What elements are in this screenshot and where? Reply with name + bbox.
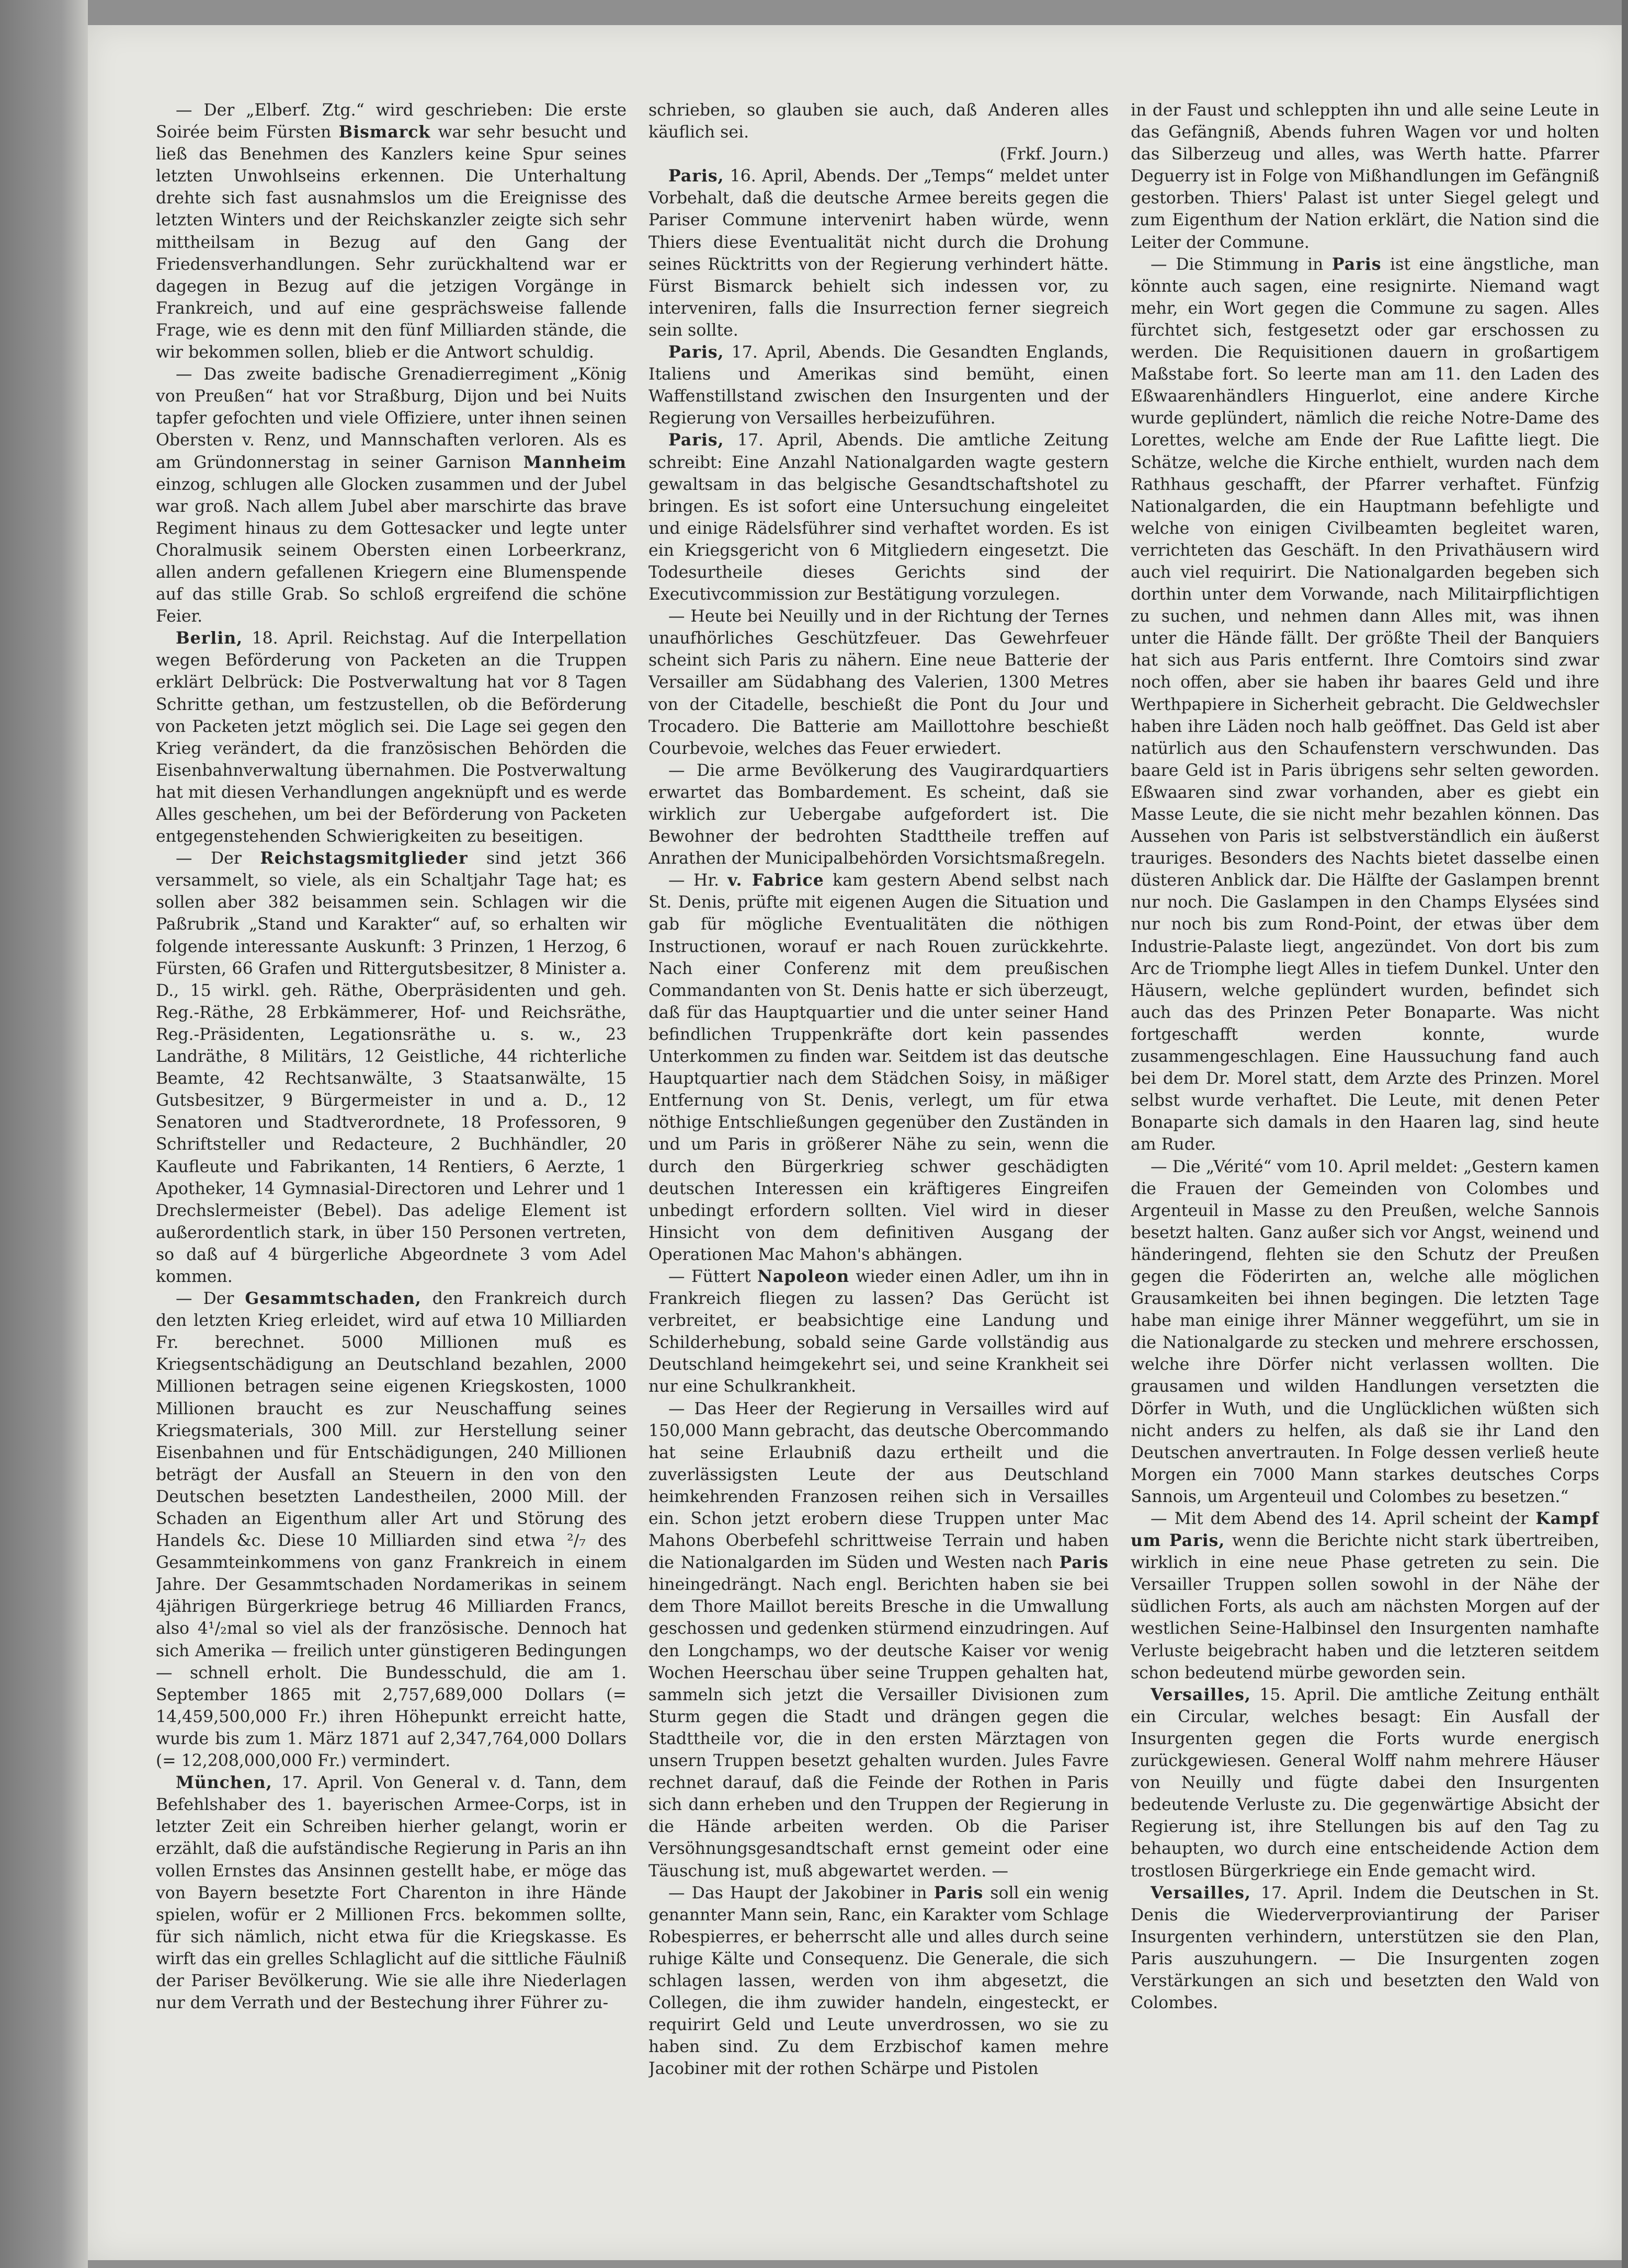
article-paragraph (1131, 1684, 1599, 1882)
article-paragraph (156, 627, 627, 847)
dateline-keyword: Mannheim (523, 452, 627, 472)
dateline-keyword: Paris, (668, 342, 724, 362)
article-paragraph (1131, 1882, 1599, 2014)
dateline-keyword: Paris, (668, 430, 724, 450)
dateline-keyword: Kampf um Paris, (1131, 1509, 1599, 1551)
article-paragraph (648, 1398, 1109, 1882)
paragraph-lead: — Die arme Bevölkerung des Vaugirardquartiers erwartet das Bombardement. Es scheint, daß sie wirklich zur Uebergabe aufgefordert ist. Die Bewohner der bedrohten Stadttheile treffen auf Anrathen der Municipalbehörden Vorsichtsmaßregeln. (648, 761, 1109, 868)
paragraph-lead: — Hr. (668, 871, 728, 890)
paragraph-text: soll ein wenig genannter Mann sein, Ranc, ein Karakter vom Schlage Robespierres, er beherrscht alle und alles durch seine ruhige Kälte und Consequenz. Die Generale, die sich schlagen lassen, werden von ihm abgesetzt, die Collegen, die ihm zuwider handeln, eingesteckt, er requirirt Geld und Leute unverdrossen, wo sie zu haben sind. Zu dem Erzbischof kamen mehre Jacobiner mit der rothen Schärpe und Pistolen (648, 1883, 1109, 2079)
paragraph-lead: — Füttert (668, 1267, 757, 1286)
binding-gutter (0, 0, 88, 2268)
page-edge (1622, 0, 1628, 2268)
paragraph-text: 18. April. Reichstag. Auf die Interpellation wegen Beförderung von Packeten an die Truppen erklärt Delbrück: Die Postverwaltung hat vor 8 Tagen Schritte gethan, um festzustellen, ob die Beförderung von Packeten jetzt möglich sei. Die Lage sei gegen den Krieg verändert, da die französischen Behörden die Eisenbahnverwaltung übernahmen. Die Postverwaltung hat mit diesen Verhandlungen angeknüpft und es werde Alles geschehen, um bei der Beförderung von Packeten entgegenstehenden Schwierigkeiten zu beseitigen. (156, 629, 627, 846)
paragraph-text: 17. April, Abends. Die amtliche Zeitung schreibt: Eine Anzahl Nationalgarden wagte gestern gewaltsam in das belgische Gesandtschaftshotel zu bringen. Es ist sofort eine Untersuchung eingeleitet und einige Rädelsführer sind verhaftet worden. Es ist ein Kriegsgericht von 6 Mitgliedern eingesetzt. Die Todesurtheile dieses Gerichts sind der Executivcommission zur Bestätigung vorzulegen. (648, 431, 1109, 604)
dateline-keyword: Napoleon (757, 1266, 850, 1286)
paragraph-text: in der Faust und schleppten ihn und alle seine Leute in das Gefängniß, Abends fuhren Wagen vor und holten das Silberzeug und alles, was Werth hatte. Pfarrer Deguerry ist in Folge von Mißhandlungen im Gefängniß gestorben. Thiers' Palast ist unter Siegel gelegt und zum Eigenthum der Nation erklärt, die Nation sind die Leiter der Commune. (1131, 101, 1599, 252)
dateline-keyword: v. Fabrice (727, 870, 824, 890)
paragraph-text: kam gestern Abend selbst nach St. Denis, prüfte mit eigenen Augen die Situation und gab für mögliche Eventualitäten die nöthigen Instructionen, worauf er nach Rouen zurückkehrte. Nach einer Conferenz mit dem preußischen Commandanten von St. Denis hatte er sich überzeugt, daß für das Hauptquartier und die unter seiner Hand befindlichen Truppenkräfte dort kein passendes Unterkommen zu finden war. Seitdem ist das deutsche Hauptquartier nach dem Städchen Soisy, in mäßiger Entfernung von St. Denis, verlegt, um für etwa nöthige Entschließungen gegenüber den Zuständen in und um Paris in größerer Nähe zu sein, wenn die durch den Bürgerkrieg schwer geschädigten deutschen Interessen ein kräftigeres Eingreifen unbedingt erfordern sollten. Viel wird in dieser Hinsicht von dem definitiven Ausgang der Operationen Mac Mahon's abhängen. (648, 871, 1109, 1264)
paragraph-text: 17. April. Indem die Deutschen in St. Denis die Wiederverproviantirung der Pariser Insurgenten verhindern, unterstützen sie den Plan, Paris auszuhungern. — Die Insurgenten zogen Verstärkungen an sich und besetzten den Wald von Colombes. (1131, 1883, 1599, 2013)
dateline-keyword: Paris (933, 1883, 984, 1903)
paragraph-text: 17. April. Von General v. d. Tann, dem Befehlshaber des 1. bayerischen Armee-Corps, ist in letzter Zeit ein Schreiben hierher gelangt, worin er erzählt, daß die aufständische Regierung in Paris an ihn vollen Ernstes das Ansinnen gestellt habe, er möge das von Bayern besetzte Fort Charenton in ihre Hände spielen, wofür er 2 Millionen Frcs. bekommen sollte, für sich nämlich, nicht etwa für die Kriegskasse. Es wirft das ein grelles Schlaglicht auf die sittliche Fäulniß der Pariser Bevölkerung. Wie sie alle ihre Niederlagen nur dem Verrath und der Bestechung ihrer Führer zu- (156, 1773, 627, 2013)
dateline-keyword: München, (176, 1773, 272, 1793)
column-3 (1131, 99, 1599, 2238)
paragraph-lead: — Der „Elberf. Ztg.“ wird geschrieben: Die erste Soirée beim Fürsten (156, 101, 627, 142)
article-paragraph (648, 760, 1109, 869)
paragraph-text: sind jetzt 366 versammelt, so viele, als ein Schaltjahr Tage hat; es sollen aber 382 beisammen sein. Schlagen wir die Paßrubrik „Stand und Karakter“ auf, so erhalten wir folgende interessante Auskunft: 3 Prinzen, 1 Herzog, 6 Fürsten, 66 Grafen und Rittergutsbesitzer, 8 Minister a. D., 15 wirkl. geh. Räthe, Oberpräsidenten und geh. Reg.-Räthe, 28 Erbkämmerer, Hof- und Reichsräthe, Reg.-Präsidenten, Legationsräthe u. s. w., 23 Landräthe, 8 Militärs, 12 Geistliche, 44 richterliche Beamte, 42 Rechtsanwälte, 3 Staatsanwälte, 15 Gutsbesitzer, 9 Bürgermeister in und a. D., 12 Senatoren und Stadtverordnete, 18 Professoren, 9 Schriftsteller und Redacteure, 2 Buchhändler, 20 Kaufleute und Fabrikanten, 14 Rentiers, 6 Aerzte, 1 Apotheker, 14 Gymnasial-Directoren und Lehrer und 1 Drechslermeister (Bebel). Das adelige Element ist außerordentlich stark, in über 150 Personen vertreten, so daß auf 4 bürgerliche Abgeordnete 3 vom Adel kommen. (156, 849, 627, 1286)
dateline-keyword: Paris (1059, 1553, 1109, 1573)
dateline-keyword: Bismarck (338, 122, 431, 142)
column-2 (648, 99, 1109, 2238)
article-paragraph (156, 363, 627, 627)
article-paragraph (1131, 1156, 1599, 1508)
paragraph-lead: — Mit dem Abend des 14. April scheint der (1151, 1509, 1536, 1528)
paragraph-lead: — Der (176, 1289, 245, 1309)
paragraph-lead: — Heute bei Neuilly und in der Richtung der Ternes unaufhörliches Geschützfeuer. Das Gewehrfeuer scheint sich Paris zu nähern. Eine neue Batterie der Versailler am Südabhang des Valerien, 1300 Metres von der Citadelle, beschießt die Pont du Jour und Trocadero. Die Batterie am Maillottohre beschießt Courbevoie, welches das Feuer erwiedert. (648, 607, 1109, 758)
paragraph-text: wenn die Berichte nicht stark übertreiben, wirklich in eine neue Phase getreten zu sein. Die Versailler Truppen sollen sowohl in der Nähe der südlichen Forts, als auch am nächsten Morgen auf der westlichen Seine-Halbinsel den Insurgenten namhafte Verluste beigebracht haben und die letzteren seitdem schon bedeutend mürbe geworden sein. (1131, 1531, 1599, 1682)
article-paragraph (648, 869, 1109, 1266)
paragraph-lead: — Der (176, 849, 260, 868)
dateline-keyword: Reichstagsmitglieder (260, 849, 468, 868)
paragraph-text: 17. April, Abends. Die Gesandten Englands, Italiens und Amerikas sind bemüht, einen Waffenstillstand zwischen den Insurgenten und der Regierung von Versailles herbeizuführen. (648, 343, 1109, 428)
paragraph-lead: — Das zweite badische Grenadierregiment „König von Preußen“ hat vor Straßburg, Dijon und bei Nuits tapfer gefochten und viele Offiziere, unter ihnen seinen Obersten v. Renz, und Mannschaften verloren. Als es am Gründonnerstag in seiner Garnison (156, 365, 627, 472)
paragraph-text: hineingedrängt. Nach engl. Berichten haben sie bei dem Thore Maillot bereits Bresche in die Umwallung geschossen und gedenken stürmend einzudringen. Auf den Longchamps, wo der deutsche Kaiser vor wenig Wochen Heerschau über seine Truppen gehalten hat, sammeln sich jetzt die Versailler Divisionen zum Sturm gegen die Stadt und drängen gegen die Stadttheile vor, die in den ersten Märztagen von unsern Truppen besetzt gehalten wurden. Jules Favre rechnet darauf, daß die Feinde der Rothen in Paris sich dann erheben und den Truppen der Regierung in die Hände arbeiten werden. Ob die Pariser Versöhnungsgesandtschaft ernst gemeint oder eine Täuschung ist, muß abgewartet werden. — (648, 1575, 1109, 1881)
paragraph-text: 16. April, Abends. Der „Temps“ meldet unter Vorbehalt, daß die deutsche Armee bereits gegen die Pariser Commune intervenirt haben würde, wenn Thiers diese Eventualität nicht durch die Drohung seines Rücktritts von der Regierung verhindert hätte. Fürst Bismarck behielt sich indessen vor, zu interveniren, falls die Insurrection ferner siegreich sein sollte. (648, 167, 1109, 340)
paragraph-text: den Frankreich durch den letzten Krieg erleidet, wird auf etwa 10 Milliarden Fr. berechnet. 5000 Millionen muß es Kriegsentschädigung an Deutschland bezahlen, 2000 Millionen betragen seine eigenen Kriegskosten, 1000 Millionen braucht es zur Neuschaffung seines Kriegsmaterials, 300 Mill. zur Herstellung seiner Eisenbahnen und für Entschädigungen, 240 Millionen beträgt der Ausfall an Steuern in den von den Deutschen besetzten Landestheilen, 2000 Mill. der Schaden an Eigenthum aller Art und Störung des Handels &c. Diese 10 Milliarden sind etwa ²/₇ des Gesammteinkommens von ganz Frankreich in einem Jahre. Der Gesammtschaden Nordamerikas in seinem 4jährigen Bürgerkriege betrug 46 Milliarden Francs, also 4¹/₂mal so viel als der französische. Dennoch hat sich Amerika — freilich unter günstigeren Bedingungen — schnell erholt. Die Bundesschuld, die am 1. September 1865 mit 2,757,689,000 Dollars (= 14,459,500,000 Fr.) ihren Höhepunkt erreicht hatte, wurde bis zum 1. März 1871 auf 2,347,764,000 Dollars (= 12,208,000,000 Fr.) vermindert. (156, 1289, 627, 1771)
article-paragraph (648, 165, 1109, 341)
article-paragraph (1131, 1508, 1599, 1684)
paragraph-lead: — Das Haupt der Jakobiner in (668, 1883, 934, 1903)
article-paragraph (1131, 99, 1599, 254)
article-paragraph (156, 1288, 627, 1772)
paragraph-lead: — Das Heer der Regierung in Versailles wird auf 150,000 Mann gebracht, das deutsche Obercommando hat seine Erlaubniß dazu ertheilt und die zuverlässigsten Leute der aus Deutschland heimkehrenden Franzosen reihen sich in Versailles ein. Schon jetzt erobern diese Truppen unter Mac Mahons Oberbefehl schrittweise Terrain und haben die Nationalgarden im Süden und Westen nach (648, 1399, 1109, 1573)
article-paragraph (648, 341, 1109, 429)
article-paragraph (156, 99, 627, 363)
paragraph-text: ist eine ängstliche, man könnte auch sagen, eine resignirte. Niemand wagt mehr, ein Wort gegen die Commune zu sagen. Alles fürchtet sich, festgesetzt oder gar erschossen zu werden. Die Requisitionen dauern in großartigem Maßstabe fort. So leerte man am 11. den Laden des Eßwaarenhändlers Hinguerlot, eine andere Kirche wurde geplündert, nämlich die reiche Notre-Dame des Lorettes, welche am Ende der Rue Lafitte liegt. Die Schätze, welche die Kirche enthielt, wurden nach dem Rathhaus geschafft, der Pfarrer verhaftet. Fünfzig Nationalgarden, die ein Hauptmann befehligte und welche von einigen Civilbeamten begleitet waren, verrichteten das Geschäft. In den Privathäusern wird auch viel requirirt. Die Nationalgarden begeben sich dorthin unter dem Vorwande, nach Militairpflichtigen zu suchen, und nehmen dann Alles mit, was ihnen unter die Hände fällt. Der größte Theil der Banquiers hat sich aus Paris entfernt. Ihre Comtoirs sind zwar noch offen, aber sie haben ihr baares Geld und ihre Werthpapiere in Sicherheit gebracht. Die Geldwechsler haben ihre Läden noch halb geöffnet. Das Geld ist aber natürlich aus den Schaufenstern verschwunden. Das baare Geld ist in Paris übrigens sehr selten geworden. Eßwaaren sind zwar vorhanden, aber es giebt ein Masse Leute, die sie nicht mehr bezahlen können. Das Aussehen von Paris ist selbstverständlich ein äußerst trauriges. Besonders des Nachts bietet dasselbe einen düsteren Anblick dar. Die Hälfte der Gaslampen brennt nur noch. Die Gaslampen in den Champs Elysées sind nur noch bis zum Rond-Point, der etwas über dem Industrie-Palaste liegt, angezündet. Von dort bis zum Arc de Triomphe liegt Alles in tiefem Dunkel. Unter den Häusern, welche geplündert wurden, befindet sich auch das des Prinzen Peter Bonaparte. Was nicht fortgeschafft werden konnte, wurde zusammengeschlagen. Eine Haussuchung fand auch bei dem Dr. Morel statt, dem Arzte des Prinzen. Morel selbst wurde verhaftet. Die Leute, mit denen Peter Bonaparte sich damals in den Haaren lag, sind heute am Ruder. (1131, 255, 1599, 1154)
paragraph-text: einzog, schlugen alle Glocken zusammen und der Jubel war groß. Nach allem Jubel aber marschirte das brave Regiment hinaus zu dem Gottesacker und legte unter Choralmusik seinem Obersten einen Lorbeerkranz, allen andern gefallenen Kriegern eine Blumenspende auf das stille Grab. So schloß ergreifend die schöne Feier. (156, 475, 627, 626)
paragraph-lead: — Die „Vérité“ vom 10. April meldet: „Gestern kamen die Frauen der Gemeinden von Colombes und Argenteuil in Masse zu den Preußen, welche Sannois besetzt halten. Ganz außer sich vor Angst, weinend und händeringend, flehten sie den Schutz der Preußen gegen die Föderirten an, welche alle möglichen Grausamkeiten bei ihnen begingen. Die letzten Tage habe man einige ihrer Männer weggeführt, um sie in die Nationalgarde zu stecken und mehrere erschossen, welche ihre Dörfer nicht verlassen wollten. Die grausamen und wilden Handlungen versetzten die Dörfer in Wuth, und die Unglücklichen wüßten sich nicht anders zu helfen, als daß sie ihr Land den Deutschen anvertrauten. In Folge dessen verließ heute Morgen ein 7000 Mann starkes deutsches Corps Sannois, um Argenteuil und Colombes zu besetzen.“ (1131, 1157, 1599, 1506)
paragraph-text: wieder einen Adler, um ihn in Frankreich fliegen zu lassen? Das Gerücht ist verbreitet, er beabsichtige eine Landung und Schilderhebung, sobald seine Garde vollständig aus Deutschland heimgekehrt sei, und seine Krankheit sei nur eine Schulkrankheit. (648, 1267, 1109, 1396)
dateline-keyword: Berlin, (176, 628, 243, 648)
dateline-keyword: Versailles, (1151, 1685, 1251, 1704)
article-paragraph (648, 605, 1109, 760)
column-1 (156, 99, 627, 2238)
source-attribution: (Frkf. Journ.) (999, 145, 1109, 164)
dateline-keyword: Paris, (668, 166, 724, 186)
article-paragraph (156, 847, 627, 1288)
article-paragraph (648, 1882, 1109, 2080)
article-paragraph (648, 99, 1109, 165)
paragraph-text: schrieben, so glauben sie auch, daß Anderen alles käuflich sei. (648, 101, 1109, 142)
paragraph-text: 15. April. Die amtliche Zeitung enthält ein Circular, welches besagt: Ein Ausfall der Insurgenten gegen die Forts wurde energisch zurückgewiesen. General Wolff nahm mehrere Häuser von Neuilly und fügte dabei den Insurgenten bedeutende Verluste zu. Die gegenwärtige Absicht der Regierung ist, ihre Stellungen bis auf den Tag zu behaupten, wo durch eine entscheidende Action dem trostlosen Bürgerkriege ein Ende gemacht wird. (1131, 1685, 1599, 1881)
article-paragraph (648, 429, 1109, 605)
paragraph-lead: — Die Stimmung in (1151, 255, 1332, 274)
dateline-keyword: Paris (1331, 254, 1382, 274)
dateline-keyword: Gesammtschaden, (245, 1289, 422, 1309)
paragraph-text: war sehr besucht und ließ das Benehmen des Kanzlers keine Spur seines letzten Unwohlseins erkennen. Die Unterhaltung drehte sich fast ausnahmslos um die Ereignisse des letzten Winters und der Reichskanzler zeigte sich sehr mittheilsam in Bezug auf den Gang der Friedensverhandlungen. Sehr zurückhaltend war er dagegen in Bezug auf die jetzigen Vorgänge in Frankreich, und auf eine gesprächsweise fallende Frage, wie es denn mit den fünf Milliarden stände, die wir bekommen sollen, blieb er die Antwort schuldig. (156, 123, 627, 362)
article-paragraph (648, 1266, 1109, 1398)
article-paragraph (156, 1772, 627, 2014)
dateline-keyword: Versailles, (1151, 1883, 1251, 1903)
article-paragraph (1131, 254, 1599, 1156)
